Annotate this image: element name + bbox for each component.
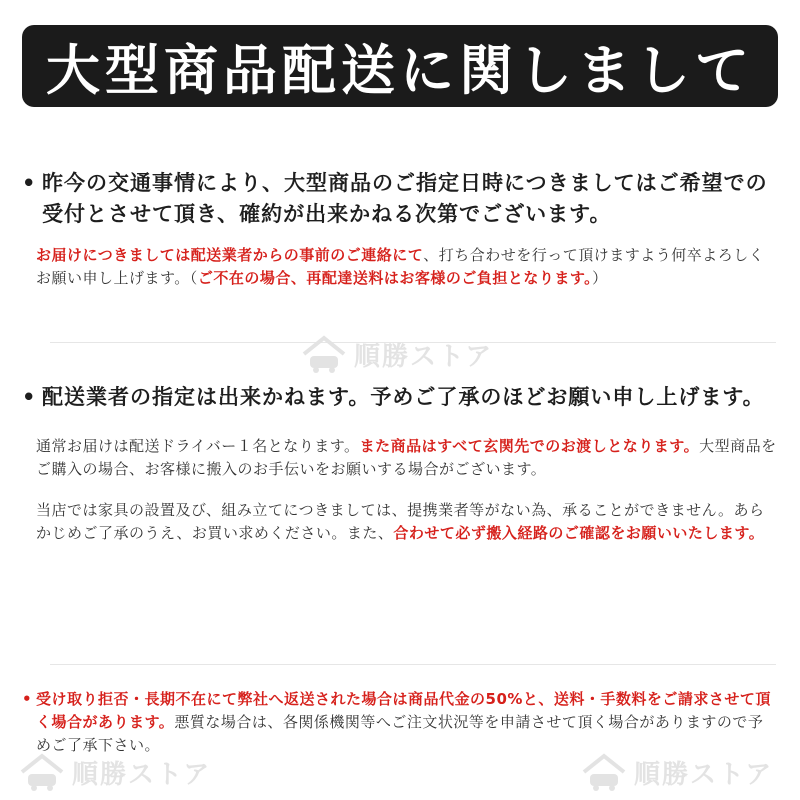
heading-text: 昨今の交通事情により、大型商品のご指定日時につきましてはご希望での受付とさせて頂き、確約が出来かねる次第でございます。 <box>42 171 768 226</box>
page-title-banner <box>22 25 778 107</box>
section-delivery-time <box>22 168 778 290</box>
body-text: 大型商品をご購入の場合、お客様に搬入のお手伝いをお願いする場合がございます。 <box>36 437 777 478</box>
house-car-icon <box>300 334 348 374</box>
body-text: 通常お届けは配送ドライバー１名となります。 <box>36 437 360 455</box>
section-paragraph <box>22 499 778 545</box>
highlight-text: また商品はすべて玄関先でのお渡しとなります。 <box>359 437 700 455</box>
section-carrier <box>22 382 778 545</box>
body-text: 、打ち合わせを行って頂けますよう何卒よろしくお願い申し上げます。（ <box>36 246 765 287</box>
section-heading <box>22 168 778 230</box>
bullet: • <box>22 690 33 708</box>
heading-text: 配送業者の指定は出来かねます。予めご了承のほどお願い申し上げます。 <box>42 385 765 409</box>
highlight-text: 合わせて必ず搬入経路のご確認をお願いいたします。 <box>393 524 765 542</box>
highlight-text: お届けにつきましては配送業者からの事前のご連絡にて <box>36 246 424 264</box>
bullet: • <box>22 171 37 195</box>
section-paragraph <box>22 688 778 757</box>
section-return-policy <box>22 688 778 757</box>
house-car-icon <box>18 752 66 792</box>
section-paragraph <box>22 244 778 290</box>
house-car-icon <box>580 752 628 792</box>
section-heading <box>22 382 778 413</box>
body-text: 悪質な場合は、各関係機関等へご注文状況等を申請させて頂く場合がありますので予めご了承下さい。 <box>36 713 764 754</box>
watermark-text: 順勝ストア <box>72 759 212 790</box>
body-text: ） <box>592 269 608 287</box>
store-watermark <box>18 752 211 792</box>
section-paragraph <box>22 435 778 481</box>
watermark-text: 順勝ストア <box>354 341 494 372</box>
divider <box>50 664 776 665</box>
bullet: • <box>22 385 37 409</box>
body-text: 当店では家具の設置及び、組み立てにつきましては、提携業者等がない為、承ることができません。あらかじめご了承のうえ、お買い求めください。また、 <box>36 501 765 542</box>
page-title: 大型商品配送に関しまして <box>46 38 754 102</box>
store-watermark <box>300 334 493 374</box>
highlight-text: 受け取り拒否・長期不在にて弊社へ返送された場合は商品代金の50%と、送料・手数料をご請求させて頂く場合があります。 <box>36 690 771 731</box>
store-watermark <box>580 752 773 792</box>
highlight-text: ご不在の場合、再配達送料はお客様のご負担となります。 <box>197 269 593 287</box>
watermark-text: 順勝ストア <box>634 759 774 790</box>
